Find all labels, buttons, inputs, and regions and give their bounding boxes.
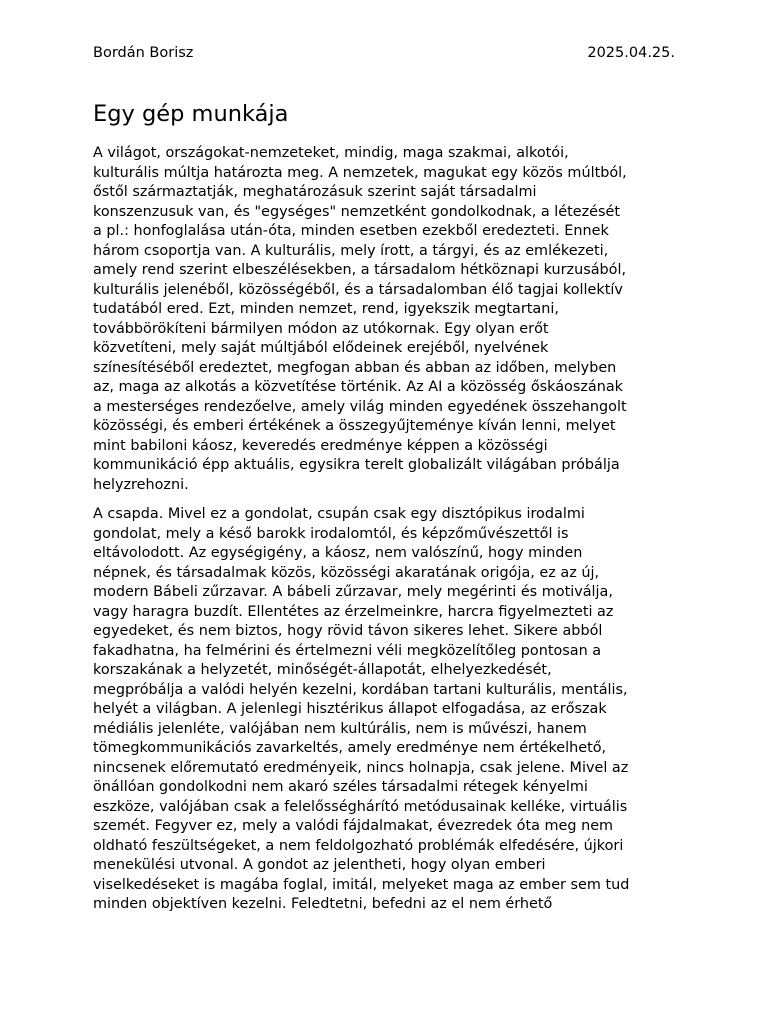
text-line: amely rend szerint elbeszélésekben, a társadalom hétköznapi kurzusából,: [93, 262, 627, 278]
text-line: fakadhatna, ha felmérini és értelmezni véli megközelítőleg pontosan a: [93, 642, 602, 659]
text-line: közvetíteni, mely saját múltjából elődeinek erejéből, nyelvének: [93, 340, 549, 356]
text-line: az, maga az alkotás a közvetítése történik. Az AI a közösség őskáoszának: [93, 379, 623, 395]
text-line: vagy haragra buzdít. Ellentétes az érzelmeinkre, harcra figyelmezteti az: [93, 603, 614, 620]
text-line: tudatából ered. Ezt, minden nemzet, rend, igyekszik megtartani,: [93, 301, 559, 317]
text-line: népnek, és társadalmak közös, közösségi akaratának origója, ez az új,: [93, 564, 600, 581]
text-line: minden objektíven kezelni. Feledtetni, befedni az el nem érhető: [93, 896, 553, 912]
text-line: megpróbálja a valódi helyén kezelni, kordában tartani kulturális, mentális,: [93, 681, 628, 698]
document-title: Egy gép munkája: [93, 101, 289, 127]
text-line: kulturális jelenéből, közösségéből, és a társadalomban élő tagjai kollektív: [93, 281, 623, 298]
text-line: színesítéséből eredeztet, megfogan abban és abban az időben, melyben: [93, 359, 617, 376]
text-line: tömegkommunikációs zavarkeltés, amely eredménye nem értékelhető,: [93, 740, 607, 756]
text-line: továbbörökíteni bármilyen módon az utókornak. Egy olyan erőt: [93, 320, 549, 337]
text-line: eszköze, valójában csak a felelősséghárító metódusainak kelléke, virtuális: [93, 798, 628, 815]
text-line: három csoportja van. A kulturális, mely írott, a tárgyi, és az emlékezeti,: [93, 242, 609, 259]
page-header: [93, 43, 675, 63]
text-line: menekülési utvonal. A gondot az jelentheti, hogy olyan emberi: [93, 857, 546, 873]
text-line: a pl.: honfoglalása után-óta, minden esetben ezekből eredezteti. Ennek: [93, 223, 609, 239]
text-line: konszenzusuk van, és "egységes" nemzetként gondolkodnak, a létezését: [93, 203, 621, 220]
text-line: médiális jelenléte, valójában nem kultúrális, nem is művészi, hanem: [93, 720, 587, 737]
text-line: helyét a világban. A jelenlegi hisztérikus állapot elfogadása, az erőszak: [93, 701, 607, 717]
text-line: közösségi, és emberi értékének a összegyűjteménye kíván lenni, melyet: [93, 418, 616, 434]
text-line: nincsenek előremutató eredményeik, nincs holnapja, csak jelene. Mivel az: [93, 759, 629, 776]
text-line: szemét. Fegyver ez, mely a valódi fájdalmakat, évezredek óta meg nem: [93, 818, 614, 834]
text-line: viselkedéseket is magába foglal, imitál, melyeket maga az ember sem tud: [93, 876, 630, 893]
text-line: a mesterséges rendezőelve, amely világ minden egyedének összehangolt: [93, 398, 627, 415]
paragraph-2: [93, 505, 675, 915]
text-line: korszakának a helyzetét, minőségét-állapotát, elhelyezkedését,: [93, 662, 552, 678]
text-line: A világot, országokat-nemzeteket, mindig, maga szakmai, alkotói,: [93, 145, 569, 161]
text-line: kulturális múltja határozta meg. A nemzetek, magukat egy közös múltból,: [93, 164, 627, 181]
text-line: mint babiloni káosz, keveredés eredménye képpen a közösségi: [93, 437, 548, 454]
document-body: [93, 144, 675, 925]
text-line: oldható feszültségeket, a nem feldolgozható problémák elfedésére, újkori: [93, 837, 624, 854]
paragraph-1: [93, 144, 675, 495]
text-line: helyzrehozni.: [93, 476, 189, 493]
text-line: eltávolodott. Az egységigény, a káosz, nem valószínű, hogy minden: [93, 545, 583, 561]
text-line: A csapda. Mivel ez a gondolat, csupán csak egy disztópikus irodalmi: [93, 506, 585, 522]
text-line: gondolat, mely a késő barokk irodalomtól, és képzőművészettől is: [93, 525, 569, 542]
text-line: kommunikáció épp aktuális, egysikra terelt globalizált világában próbálja: [93, 457, 620, 473]
author-name: Bordán Borisz: [93, 45, 194, 61]
text-line: önállóan gondolkodni nem akaró széles társadalmi rétegek kényelmi: [93, 779, 588, 795]
text-line: modern Bábeli zűrzavar. A bábeli zűrzavar, mely megérinti és motiválja,: [93, 584, 613, 600]
document-date: 2025.04.25.: [587, 45, 675, 61]
text-line: egyedeket, és nem biztos, hogy rövid távon sikeres lehet. Sikere abból: [93, 623, 603, 639]
text-line: őstől származtatják, meghatározásuk szerint saját társadalmi: [93, 184, 537, 200]
